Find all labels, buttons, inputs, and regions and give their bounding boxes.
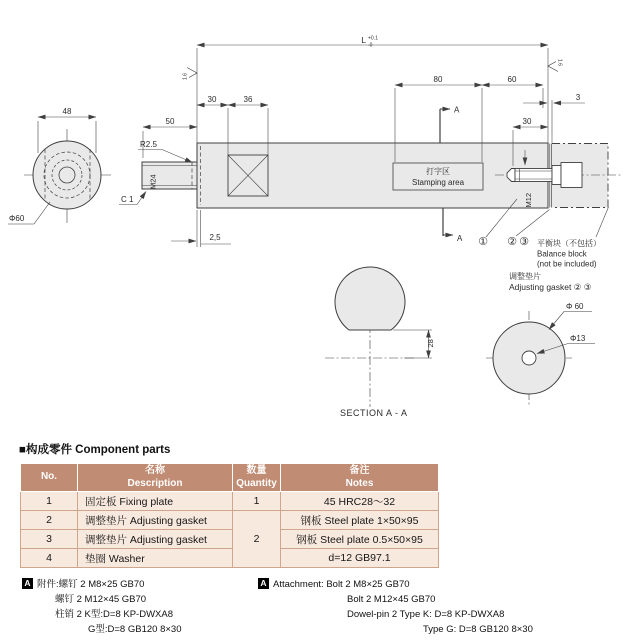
table-row <box>21 549 439 568</box>
svg-text:1.6: 1.6 <box>182 73 189 80</box>
note-line: 螺钉 2 M12×45 GB70 <box>55 594 147 605</box>
label-R2-5: R2.5 <box>140 140 157 149</box>
label-M24: M24 <box>148 174 158 189</box>
roughness-symbol-right <box>548 59 563 72</box>
left-end-view <box>8 117 111 224</box>
balloon-1: ① <box>478 236 488 248</box>
cell-description: 调整垫片 Adjusting gasket <box>78 511 233 530</box>
dim-30: 30 <box>207 95 217 104</box>
component-parts-table <box>20 463 439 568</box>
note-line: G型:D=8 GB120 8×30 <box>88 624 182 635</box>
attachment-note-zh <box>22 577 181 637</box>
roughness-symbol-left <box>183 68 198 81</box>
cell-no: 3 <box>21 530 78 549</box>
dim-L: L <box>361 35 366 45</box>
cell-quantity-merged: 2 <box>233 511 281 568</box>
label-C1: C 1 <box>121 195 134 204</box>
note-line: Type G: D=8 GB120 8×30 <box>423 624 533 635</box>
cell-no: 4 <box>21 549 78 568</box>
note-line: Attachment: Bolt 2 M8×25 GB70 <box>273 579 410 590</box>
balance-block-label-zh: 平衡块（不包括） <box>537 239 601 248</box>
cell-quantity: 1 <box>233 492 281 511</box>
dim-3: 3 <box>575 93 581 102</box>
dim-L-tol-plus: +0.1 <box>368 35 378 42</box>
shaft-front-view <box>142 143 622 208</box>
dim-60: 60 <box>507 75 517 84</box>
section-view-left <box>325 267 432 407</box>
balloon-2: ② <box>507 236 517 248</box>
table-row <box>21 530 439 549</box>
stamping-area-zh: 打字区 <box>426 167 450 176</box>
svg-text:1.6: 1.6 <box>556 59 563 66</box>
attachment-marker: A <box>258 578 269 589</box>
label-dia60-left: Φ60 <box>9 214 25 223</box>
label-dia13: Φ13 <box>570 334 586 343</box>
attachment-marker: A <box>22 578 33 589</box>
cell-note: 钢板 Steel plate 0.5×50×95 <box>281 530 439 549</box>
section-letter-top: A <box>454 105 460 115</box>
dim-L-tol-minus: -0 <box>368 42 373 49</box>
cell-description: 调整垫片 Adjusting gasket <box>78 530 233 549</box>
section-caption: SECTION A - A <box>340 408 408 418</box>
cell-note: 45 HRC28～32 <box>281 492 439 511</box>
table-header-row <box>21 464 439 492</box>
label-dia60-right: Φ 60 <box>566 302 584 311</box>
stamping-area-en: Stamping area <box>411 178 465 187</box>
dim-30-right: 30 <box>522 117 532 126</box>
dim-50: 50 <box>165 117 175 126</box>
label-M12: M12 <box>524 192 533 208</box>
cell-description: 固定板 Fixing plate <box>78 492 233 511</box>
section-letter-bottom: A <box>457 234 463 243</box>
cell-note: 钢板 Steel plate 1×50×95 <box>281 511 439 530</box>
col-header-no: No. <box>21 464 78 492</box>
dim-28: 28 <box>426 339 435 348</box>
col-header-quantity: 数量 Quantity <box>233 464 281 492</box>
cell-note: d=12 GB97.1 <box>281 549 439 568</box>
balloon-3: ③ <box>519 236 529 248</box>
adjusting-gasket-label-zh: 调整垫片 <box>509 272 541 281</box>
note-line: 附件:螺钉 2 M8×25 GB70 <box>37 579 145 590</box>
col-header-notes: 备注 Notes <box>281 464 439 492</box>
attachment-note-en <box>258 577 533 637</box>
table-row <box>21 492 439 511</box>
section-view-right <box>486 311 595 405</box>
table-row <box>21 511 439 530</box>
cell-no: 2 <box>21 511 78 530</box>
cell-description: 垫圈 Washer <box>78 549 233 568</box>
note-line: 柱销 2 K型:D=8 KP-DWXA8 <box>55 609 173 620</box>
note-line: Dowel-pin 2 Type K: D=8 KP-DWXA8 <box>347 609 505 620</box>
component-parts-title: ■构成零件 Component parts <box>19 444 171 456</box>
adjusting-gasket-label-en: Adjusting gasket ② ③ <box>509 282 592 292</box>
dim-48: 48 <box>62 107 72 116</box>
col-header-description: 名称 Description <box>78 464 233 492</box>
balance-block-label-en2: (not be included) <box>537 259 597 269</box>
cell-no: 1 <box>21 492 78 511</box>
dim-2-5: 2,5 <box>209 233 221 242</box>
balance-block-label-en1: Balance block <box>537 249 587 259</box>
dim-36: 36 <box>243 95 253 104</box>
dim-80: 80 <box>433 75 443 84</box>
note-line: Bolt 2 M12×45 GB70 <box>347 594 436 605</box>
